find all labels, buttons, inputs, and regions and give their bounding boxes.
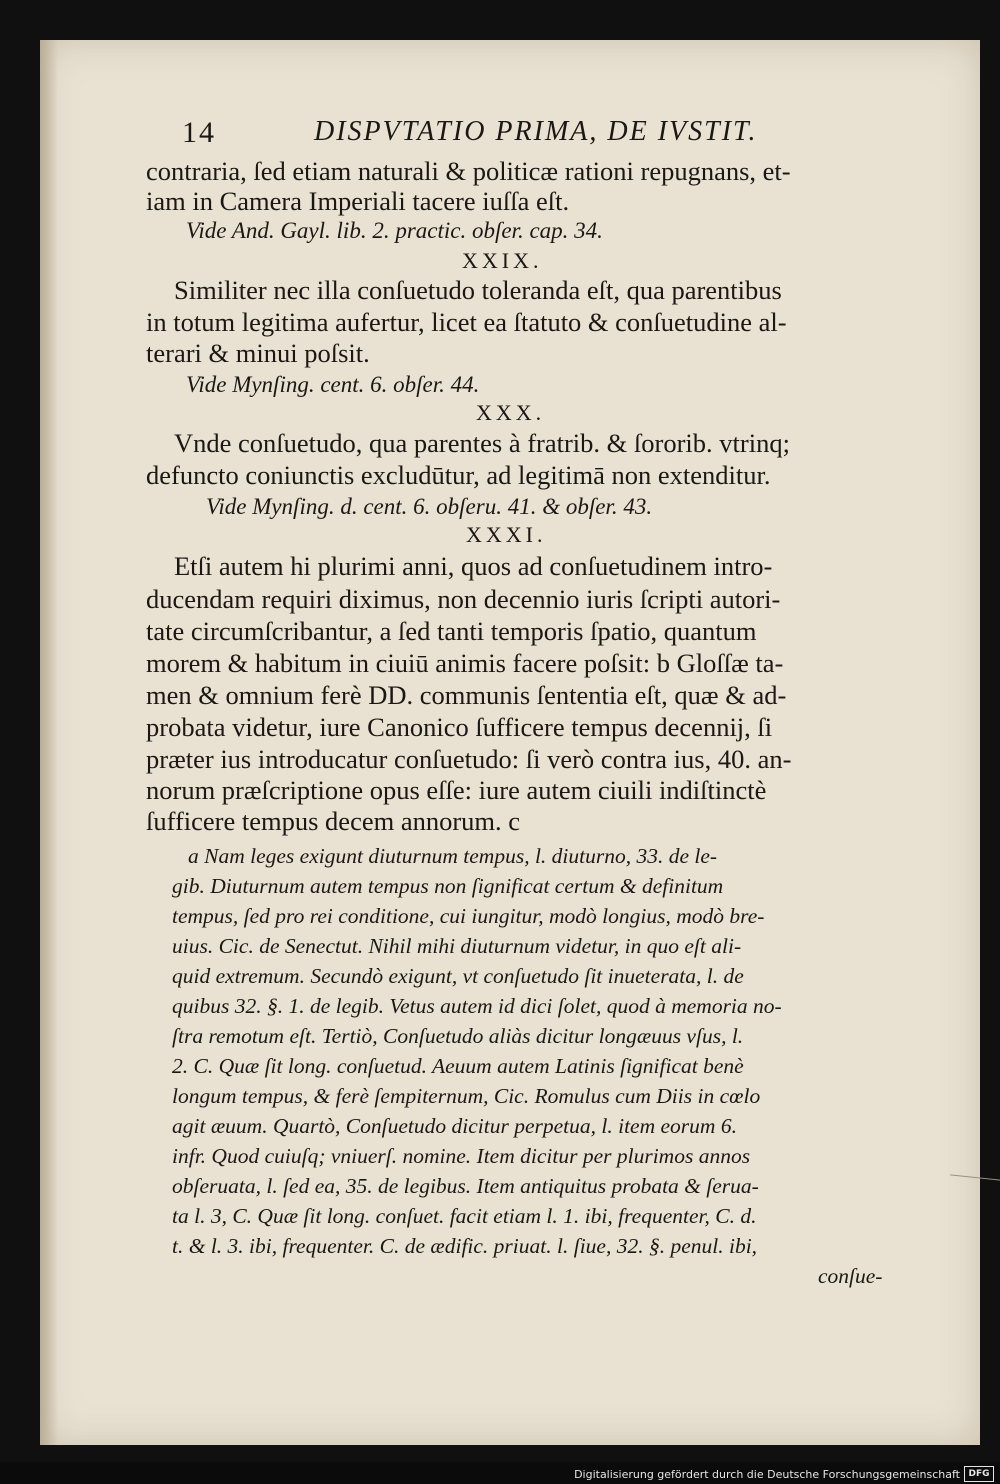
- text-line: Vnde conſuetudo, qua parentes à fratrib. & ſororib. vtrinq;: [174, 428, 790, 458]
- text-line: iam in Camera Imperiali tacere iuſſa eſt.: [146, 186, 570, 216]
- text-line: Similiter nec illa conſuetudo toleranda eſt, qua parentibus: [174, 275, 782, 305]
- section-numeral: XXX.: [476, 400, 546, 425]
- text-line: ducendam requiri diximus, non decennio iuris ſcripti autori-: [146, 584, 781, 614]
- page-header: [146, 110, 906, 160]
- footnote-line: infr. Quod cuiuſq; vniuerſ. nomine. Item dicitur per plurimos annos: [172, 1144, 751, 1168]
- text-line: contraria, ſed etiam naturali & politicæ rationi repugnans, et-: [146, 156, 791, 186]
- citation-line: Vide And. Gayl. lib. 2. practic. obſer. cap. 34.: [186, 218, 603, 243]
- text-line: ſufficere tempus decem annorum. c: [146, 806, 521, 836]
- footnote-line: a Nam leges exigunt diuturnum tempus, l. diuturno, 33. de le-: [188, 844, 718, 868]
- running-head: DISPVTATIO PRIMA, DE IVSTIT.: [314, 116, 758, 147]
- section-numeral: XXXI.: [466, 522, 547, 547]
- footnote-line: longum tempus, & ferè ſempiternum, Cic. Romulus cum Diis in cœlo: [172, 1084, 761, 1108]
- footnote-line: tempus, ſed pro rei conditione, cui iungitur, modò longius, modò bre-: [172, 904, 765, 928]
- text-line: morem & habitum in ciuiū animis facere poſsit: b Gloſſæ ta-: [146, 648, 784, 678]
- footnote-line: ta l. 3, C. Quæ ſit long. conſuet. facit etiam l. 1. ibi, frequenter, C. d.: [172, 1204, 757, 1228]
- footnote-line: obſeruata, l. ſed ea, 35. de legibus. Item antiquitus probata & ſerua-: [172, 1174, 759, 1198]
- text-line: probata videtur, iure Canonico ſufficere tempus decennij, ſi: [146, 712, 773, 742]
- citation-line: Vide Mynſing. d. cent. 6. obſeru. 41. & obſer. 43.: [206, 494, 653, 519]
- footnote-line: 2. C. Quæ ſit long. conſuetud. Aeuum autem Latinis ſignificat benè: [172, 1054, 744, 1078]
- text-line: præter ius introducatur conſuetudo: ſi verò contra ius, 40. an-: [146, 744, 792, 774]
- citation-line: Vide Mynſing. cent. 6. obſer. 44.: [186, 372, 480, 397]
- text-line: Etſi autem hi plurimi anni, quos ad conſuetudinem intro-: [174, 551, 773, 581]
- footnote-line: t. & l. 3. ibi, frequenter. C. de ædific. priuat. l. ſiue, 32. §. penul. ibi,: [172, 1234, 758, 1258]
- page-number: 14: [182, 116, 216, 149]
- text-block: [146, 110, 906, 1288]
- dfg-logo-icon: DFG: [964, 1466, 994, 1482]
- section-numeral: XXIX.: [462, 248, 543, 273]
- digitization-credit: Digitalisierung gefördert durch die Deutsche Forschungsgemeinschaft: [574, 1468, 960, 1481]
- footnote-line: quid extremum. Secundò exigunt, vt conſuetudo ſit inueterata, l. de: [172, 964, 744, 988]
- text-line: norum præſcriptione opus eſſe: iure autem ciuili indiſtinctè: [146, 775, 767, 805]
- text-line: terari & minui poſsit.: [146, 338, 370, 368]
- text-line: defuncto coniunctis excludūtur, ad legitimā non extenditur.: [146, 460, 771, 490]
- text-line: tate circumſcribantur, a ſed tanti temporis ſpatio, quantum: [146, 616, 757, 646]
- footnote-line: quibus 32. §. 1. de legib. Vetus autem id dici ſolet, quod à memoria no-: [172, 994, 782, 1018]
- footnote-line: ſtra remotum eſt. Tertiò, Conſuetudo aliàs dicitur longæuus vſus, l.: [172, 1024, 744, 1048]
- catchword: conſue-: [818, 1264, 883, 1288]
- footnote-line: uius. Cic. de Senectut. Nihil mihi diuturnum videtur, in quo eſt ali-: [172, 934, 742, 958]
- text-line: men & omnium ferè DD. communis ſententia eſt, quæ & ad-: [146, 680, 787, 710]
- footnote-line: gib. Diuturnum autem tempus non ſignificat certum & definitum: [172, 874, 724, 898]
- footnote-line: agit æuum. Quartò, Conſuetudo dicitur perpetua, l. item eorum 6.: [172, 1114, 737, 1138]
- text-line: in totum legitima aufertur, licet ea ſtatuto & conſuetudine al-: [146, 307, 787, 337]
